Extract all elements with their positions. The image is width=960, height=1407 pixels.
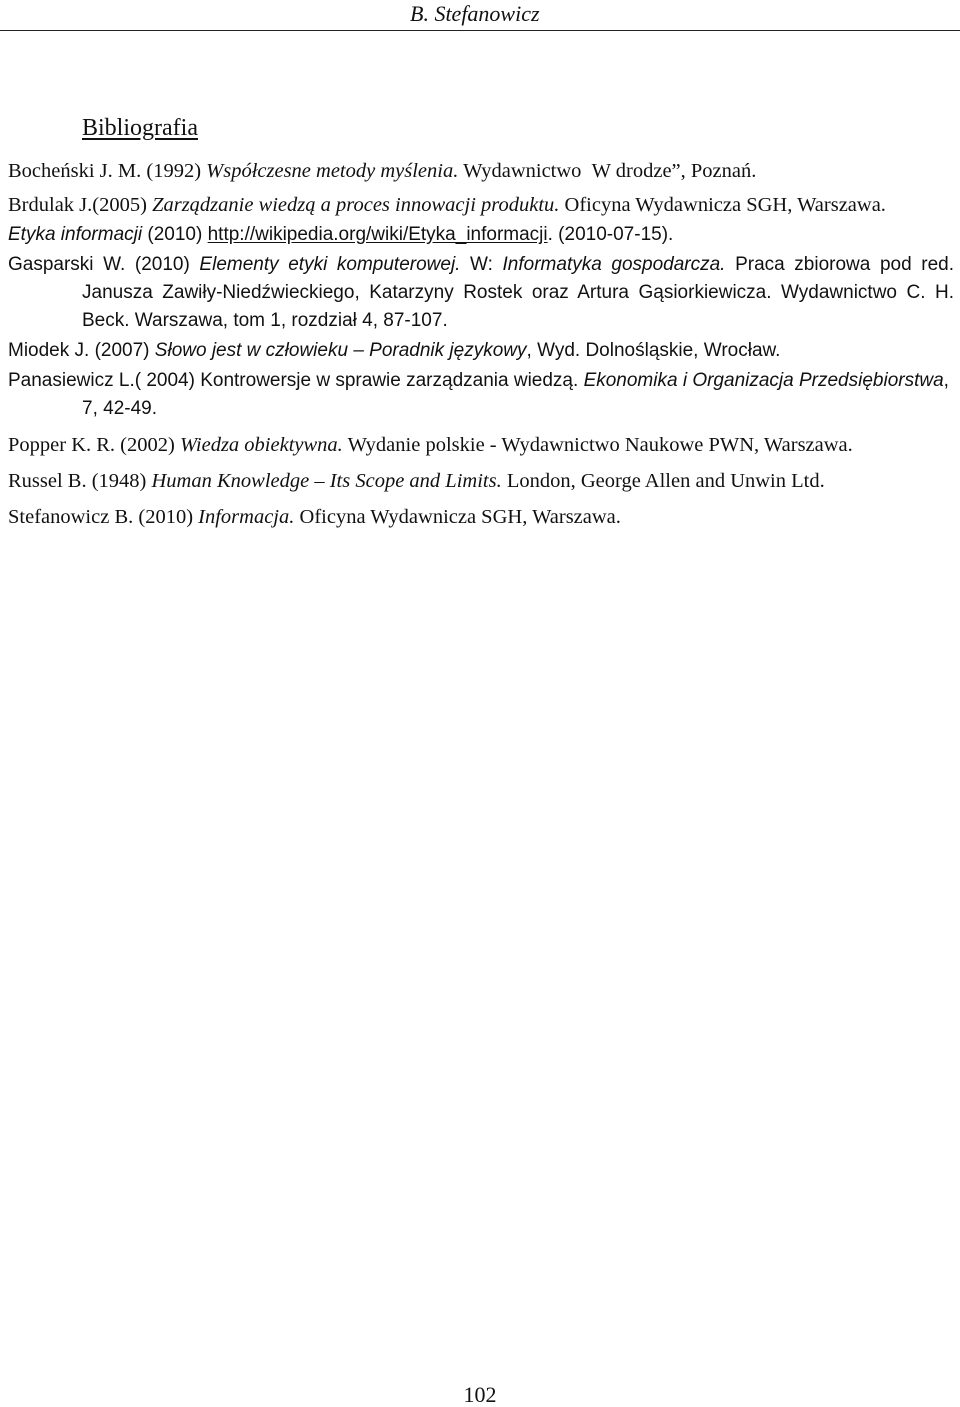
entry-author: Stefanowicz B. (2010) — [8, 506, 199, 528]
entry-publisher: Oficyna Wydawnicza SGH, Warszawa. — [559, 194, 886, 216]
entry-publisher: Praca zbiorowa pod red. Janusza Zawiły-Niedźwieckiego, Katarzyny Rostek oraz Artura Gąsiorkiewicza. Wydawnictwo C. H. Beck. Warszawa, tom 1, rozdział 4, 87-107. — [82, 254, 954, 331]
entry-title: Współczesne metody myślenia. — [206, 160, 459, 182]
entry-publisher: , Wyd. Dolnośląskie, Wrocław. — [526, 340, 781, 361]
bibliography-list — [8, 157, 954, 531]
bibliography-heading: Bibliografia — [82, 115, 198, 141]
entry-title: Human Knowledge – Its Scope and Limits. — [151, 470, 502, 492]
page-number: 102 — [463, 1382, 497, 1407]
entry-title: Elementy etyki komputerowej. — [199, 254, 461, 275]
bibliography-entry-bochenski — [8, 157, 954, 185]
entry-title: Słowo jest w człowieku – Poradnik językowy — [154, 340, 527, 361]
entry-author: Bocheński J. M. (1992) — [8, 160, 207, 182]
running-header — [0, 0, 960, 31]
entry-journal: Ekonomika i Organizacja Przedsiębiorstwa — [583, 370, 944, 391]
entry-author: Panasiewicz L.( 2004) Kontrowersje w sprawie zarządzania wiedzą. — [8, 370, 584, 391]
entry-access-date: . (2010-07-15). — [547, 224, 674, 245]
entry-year: (2010) — [142, 224, 208, 245]
entry-publisher: Oficyna Wydawnicza SGH, Warszawa. — [294, 506, 621, 528]
bibliography-entry-etyka — [8, 221, 954, 249]
entry-in: W: — [460, 254, 503, 275]
entry-author: Gasparski W. (2010) — [8, 254, 200, 275]
entry-title: Informacja. — [198, 506, 295, 528]
entry-author: Miodek J. (2007) — [8, 340, 155, 361]
entry-publisher: Wydanie polskie - Wydawnictwo Naukowe PWN, Warszawa. — [342, 434, 853, 456]
bibliography-entry-stefanowicz — [8, 503, 954, 531]
bibliography-entry-brdulak — [8, 191, 954, 219]
bibliography-entry-popper — [8, 431, 954, 459]
entry-author: Popper K. R. (2002) — [8, 434, 180, 456]
entry-volume: , 7, 42-49. — [82, 370, 949, 419]
entry-title: Wiedza obiektywna. — [179, 434, 343, 456]
entry-title: Etyka informacji — [8, 224, 143, 245]
entry-publisher: London, George Allen and Unwin Ltd. — [501, 470, 825, 492]
bibliography-entry-russel — [8, 467, 954, 495]
entry-book-title: Informatyka gospodarcza. — [502, 254, 726, 275]
entry-title: Zarządzanie wiedzą a proces innowacji produktu. — [152, 194, 560, 216]
entry-author: Brdulak J.(2005) — [8, 194, 153, 216]
bibliography-entry-miodek — [8, 337, 954, 365]
bibliography-entry-panasiewicz — [8, 367, 954, 423]
running-title: B. Stefanowicz — [410, 1, 540, 26]
entry-publisher: Wydawnictwo W drodze”, Poznań. — [458, 160, 757, 182]
bibliography-entry-gasparski — [8, 251, 954, 335]
entry-author: Russel B. (1948) — [8, 470, 152, 492]
entry-url-link[interactable]: http://wikipedia.org/wiki/Etyka_informacji — [207, 224, 548, 245]
